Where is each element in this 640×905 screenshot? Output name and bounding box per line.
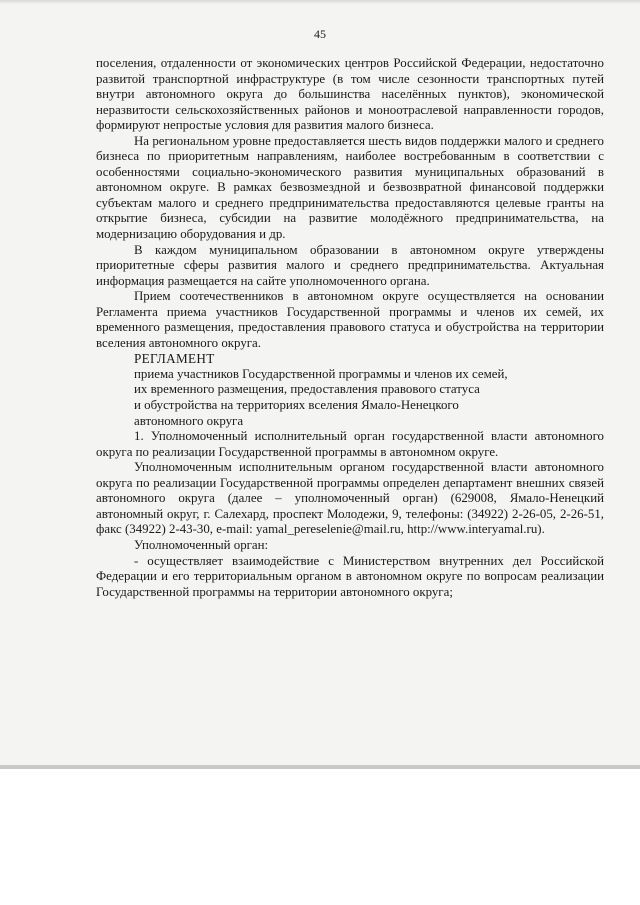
regulation-subtitle-line: автономного округа [134,413,244,428]
paragraph-reception-basis: Прием соотечественников в автономном округе осуществляется на основании Регламента приема участников Государственной программы и членов их семей, их временного размещения, предоставления правового статуса и обустройства на территории вселения автономного округа. [96,289,604,350]
paragraph-regional-support: На региональном уровне предоставляется шесть видов поддержки малого и среднего бизнеса по приоритетным направлениям, наиболее востребованным в соответствии с особенностями социально-экономического развития муниципальных образований в автономном округе. В рамках безвозмездной и безвозвратной финансовой поддержки субъектам малого и среднего предпринимательства предоставляются целевые гранты на открытие бизнеса, субсидии на развитие молодёжного предпринимательства, на модернизацию оборудования и др. [96,133,604,242]
paragraph-continuation: поселения, отдаленности от экономических центров Российской Федерации, недостаточно развитой транспортной инфраструктуре (в том числе сезонности транспортных путей внутри автономного округа до большинства населённых пунктов), экономической неразвитости сельскохозяйственных районов и моноотраслевой направленности городов, формируют непростые условия для развития малого бизнеса. [96,56,604,133]
paragraph-authorized-body-label: Уполномоченный орган: [134,537,269,552]
regulation-subtitle-line: приема участников Государственной программы и членов их семей, [134,366,508,381]
scan-bottom-edge [0,765,640,769]
regulation-subtitle-line: и обустройства на территориях вселения Ямало-Ненецкого [134,398,459,413]
paragraph-authorized-body-heading: 1. Уполномоченный исполнительный орган государственной власти автономного округа по реализации Государственной программы в автономном округе. [96,429,604,459]
paragraph-municipal-priorities: В каждом муниципальном образовании в автономном округе утверждены приоритетные сферы развития малого и среднего предпринимательства. Актуальная информация размещается на сайте уполномоченного органа. [96,242,604,288]
page-number: 45 [314,27,326,41]
regulation-title: РЕГЛАМЕНТ [134,351,215,367]
paragraph-interaction-item: - осуществляет взаимодействие с Министерством внутренних дел Российской Федерации и его территориальным органом в автономном округе по вопросам реализации Государственной программы на территории автономного округа; [96,553,604,599]
paragraph-authorized-body-details: Уполномоченным исполнительным органом государственной власти автономного округа по реализации Государственной программы определен департамент внешних связей автономного округа (далее – уполномоченный орган) (629008, Ямало-Ненецкий автономный округ, г. Салехард, проспект Молодежи, 9, телефоны: (34922) 2-26-05, 2-26-51, факс (34922) 2-43-30, e-mail: yamal_pereselenie@mail.ru, http://www.interyamal.ru). [96,460,604,537]
scan-top-edge [0,0,640,4]
document-body [96,56,604,600]
regulation-subtitle-line: их временного размещения, предоставления правового статуса [134,382,480,397]
regulation-subtitle [96,367,604,429]
